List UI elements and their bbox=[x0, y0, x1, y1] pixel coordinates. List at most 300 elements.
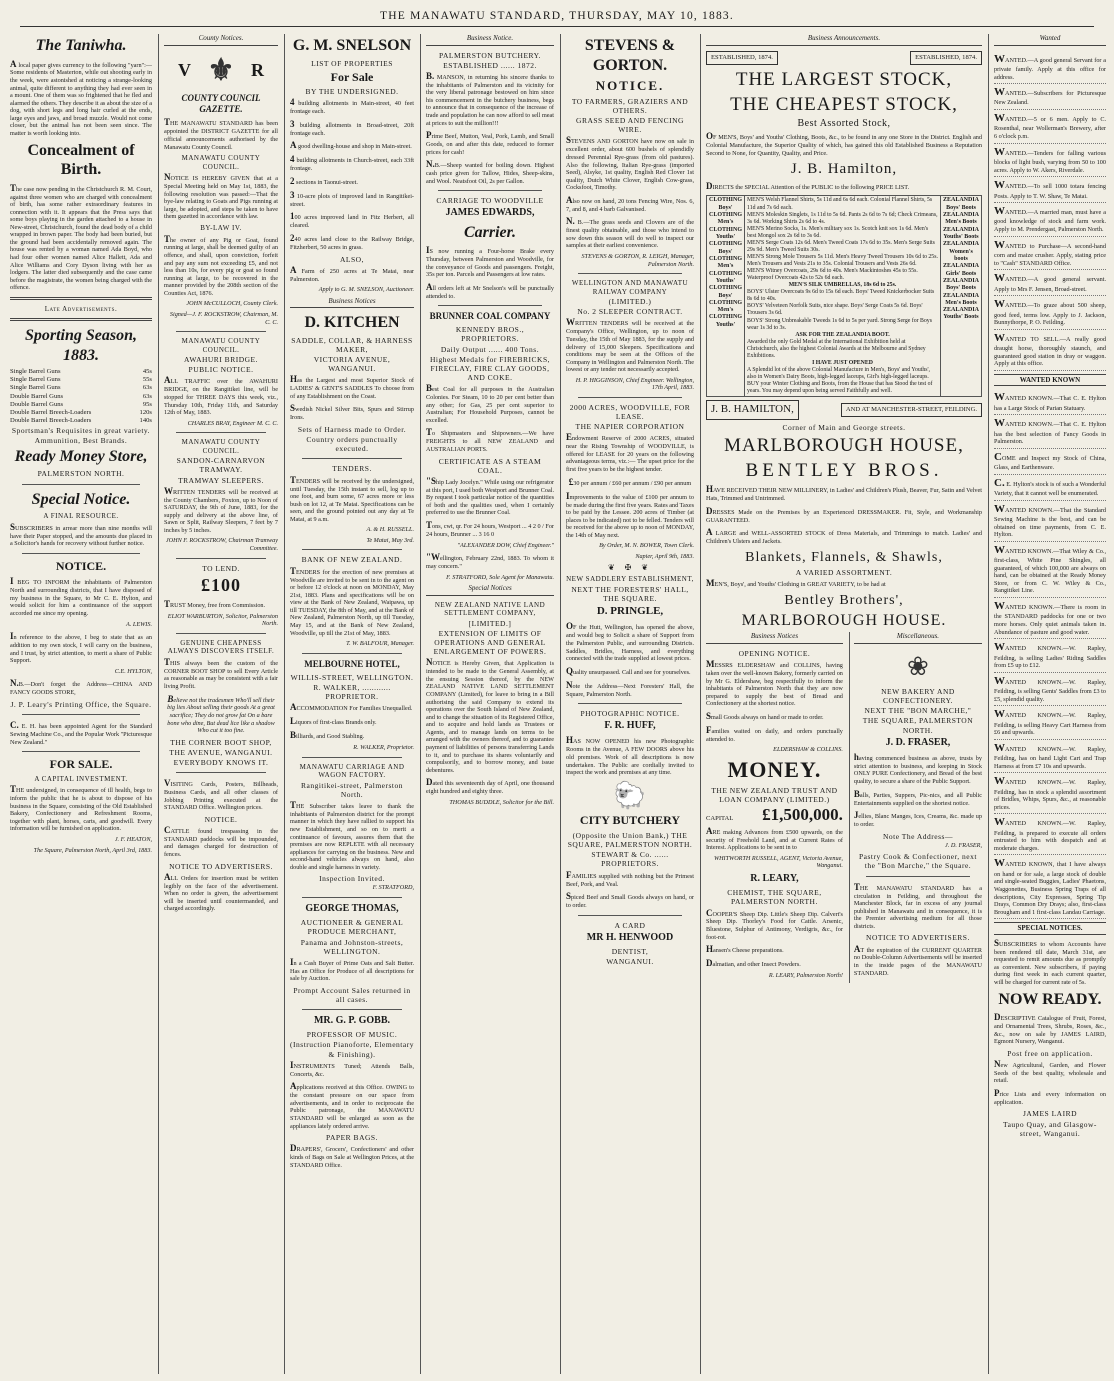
large-stock: A LARGE and WELL-ASSORTED STOCK of Dress Materials, and Trimmings to match. Ladies' and Children's Ulsters and Jackets. bbox=[706, 527, 982, 546]
divider bbox=[866, 876, 970, 877]
stratford-signature: F. STRATFORD, bbox=[372, 884, 414, 892]
divider bbox=[438, 305, 542, 306]
quality: Quality unsurpassed. Call and see for yourselves. bbox=[566, 665, 691, 676]
divider bbox=[176, 558, 266, 559]
by-undersigned: BY THE UNDERSIGNED. bbox=[305, 87, 399, 97]
bon-marche: NEXT THE "BON MARCHE," bbox=[864, 706, 972, 716]
country-orders: Country orders punctually executed. bbox=[306, 435, 398, 454]
shippers: To Shipmasters and Shipowners.—We have FREIGHTS to all NEW ZEALAND and AUSTRALIAN PORTS. bbox=[426, 427, 554, 453]
known-ad: WANTED KNOWN, that I have always on hand or for sale, a large stock of double and single-seated Buggies, Ladies' Phaetons, Waggonettes, Business Spring Traps of all descriptions, City Expresses, Spring Tip Drays, Common Dry Drays; also, first-class Brougham and 1 first-class Landau Carriage. bbox=[994, 855, 1106, 919]
capital-label: CAPITAL bbox=[706, 815, 734, 823]
trust-body: ARE making Advances from £500 upwards, on the security of Freehold Land, and at Current Rates of Interest. Applications to be sent in to bbox=[706, 825, 843, 852]
fraser-heading: J. D. FRASER, bbox=[885, 736, 951, 748]
property-item: 2 sections in Taonui-street. bbox=[290, 175, 358, 186]
napier-heading: THE NAPIER CORPORATION bbox=[575, 422, 685, 432]
paper-bags-heading: PAPER BAGS. bbox=[326, 1133, 378, 1143]
advertisers-heading: NOTICE TO ADVERTISERS. bbox=[866, 933, 970, 943]
bylaw-heading: BY-LAW IV. bbox=[200, 223, 242, 232]
divider bbox=[302, 458, 402, 459]
lower-split bbox=[706, 632, 982, 982]
hansen2: Dalmatian, and other Insect Powders. bbox=[706, 958, 801, 969]
special-notice-body: SUBSCRIBERS in arrear more than nine months will have their Paper stopped, and the amounts due placed in a Solicitor's hands for recovery without further notice. bbox=[10, 521, 152, 548]
guns-note: Sportsman's Requisites in great variety. bbox=[11, 425, 151, 435]
column-head: Business Announcements. bbox=[706, 34, 982, 46]
butchery-nb: N.B.—Sheep wanted for boiling down. Highest cash price given for Tallow, Hides, Sheep-skins, and Wool. Neatsfoot Oil, 2s per Gallon. bbox=[426, 159, 554, 185]
taniwha-body: A local paper gives currency to the following "yarn":—Some residents of Masterton, while out shooting early in the week, were astonished at noticing a strange-looking animal, quite different to anything they had ever seen in a mount. One of them was so frightened that he fled and alarmed the others. They describe it as about the size of a dog, with short legs and long hair curled at the ends, large eyes and jaws, and broad muzzle. Would not come closer, but the animal has not been seen since. The matter is worth looking into. bbox=[10, 58, 152, 137]
sandon-heading: MANAWATU COUNTY COUNCIL. bbox=[181, 438, 261, 455]
huff-heading: F. R. HUFF, bbox=[604, 720, 656, 732]
leary-signature: R. LEARY, Palmerston North! bbox=[768, 972, 843, 980]
known-ad: WANTED KNOWN.—W. Rapley, Feilding, is prepared to execute all orders entrusted to him with despatch and at moderate charges. bbox=[994, 814, 1106, 855]
bentley-body: HAVE RECEIVED THEIR NEW MILLINERY, in Ladies' and Children's Plush, Beaver, Fur, Satin and Velvet Hats, Trimmed and Untrimmed. bbox=[706, 484, 982, 503]
kitchen-items: Swedish Nickel Silver Bits, Spurs and Stirrup Irons. bbox=[290, 403, 414, 422]
eldershaw-signature: ELDERSHAW & COLLINS. bbox=[773, 746, 843, 754]
column-4 bbox=[422, 34, 558, 1374]
wanted-ad: WANTED TO SELL.—A really good draught horse, thoroughly staunch, and guaranteed good station in dray or waggon. Apply at this office. bbox=[994, 330, 1106, 371]
napier-date: Napier, April 9th, 1883. bbox=[635, 552, 694, 560]
wanganui: WANGANUI. bbox=[606, 957, 654, 967]
certificate-body: "Ship Lady Jocelyn." While using our refrigerator at this port, I used both Westport and Brunner Coal. By request I took particular notice of the quantities of both and the qualities used, when I certainly preferred to use the Brunner Coal. bbox=[426, 475, 554, 517]
napier-rents: £30 per annum / £60 per annum / £90 per annum bbox=[568, 476, 692, 487]
quantities: Tons, cwt, qr. For 24 hours, Westport ... 4 2 0 / For 24 hours, Brunner ... 3 16 0 bbox=[426, 520, 554, 538]
thomas-body: In a Cash Buyer of Prime Oats and Salt Butter. Has an Office for Produce of all descriptions for sale by Auction. bbox=[290, 956, 414, 983]
also: ALSO, bbox=[340, 254, 364, 264]
column-head: County Notices. bbox=[164, 34, 278, 46]
blankets-heading: Blankets, Flannels, & Shawls, bbox=[745, 549, 943, 565]
whitworth-signature: WHITWORTH RUSSELL, AGENT, Victoria Avenue, Wanganui. bbox=[713, 854, 843, 870]
stratford-agent: F. STRATFORD, Sole Agent for Manawatu. bbox=[446, 573, 554, 581]
wanted-ad: WANTED.—Subscribers for Picturesque New Zealand. bbox=[994, 84, 1106, 110]
late-ads-label: Late Advertisements. bbox=[44, 304, 118, 313]
henwood-heading: MR H. HENWOOD bbox=[586, 931, 674, 943]
divider bbox=[302, 1009, 402, 1010]
professor: PROFESSOR OF MUSIC. bbox=[306, 1030, 398, 1040]
known-ad: WANTED KNOWN.—That the Standard Sewing Machine is the best, and can be obtained on time payments, from C. E. Hylton. bbox=[994, 501, 1106, 542]
awahuri-body: ALL TRAFFIC over the AWAHURI BRIDGE, on the Rangitikei line, will be stopped for THREE DAYS this week, viz., Thursday 10th, Friday 11th, and Saturday 12th of May, 1883. bbox=[164, 375, 278, 417]
kitchen-heading: D. KITCHEN bbox=[304, 314, 400, 332]
wanted-ad: WANTED.—To graze about 500 sheep, good feed, terms low. Apply to J. Jackson, Bunnythorpe, P. O. Feilding. bbox=[994, 296, 1106, 330]
gun-row: Double Barrel Breech-Loaders 120s bbox=[10, 408, 152, 416]
council-body: NOTICE IS HEREBY GIVEN that at a Special Meeting held on May 1st, 1883, the following resolution was passed:—That the bye-law relating to Goats and Pigs running at large, be adopted, and steps be taken to have them gazetted in accordance with law. bbox=[164, 172, 278, 221]
bnz-signature: T. W. BALFOUR, Manager. bbox=[346, 640, 414, 648]
established-right: ESTABLISHED, 1874. bbox=[910, 51, 982, 65]
edwards-heading: JAMES EDWARDS, bbox=[445, 207, 535, 219]
property-item: 3 10-acre plots of improved land in Rangitikei-street. bbox=[290, 189, 414, 208]
tenders-body: TENDERS will be received by the undersigned, until Tuesday, the 15th instant to sell, log up to one foot, and burn some, 67 acres more or less bush on lot 12, at Te Matai. Specifications can be seen, and the ground pointed out any day at Te Matai, at 9 a.m. bbox=[290, 474, 414, 523]
spiced-beef: Spiced Beef and Small Goods always on hand, or to order. bbox=[566, 891, 694, 910]
acres-heading: 2000 ACRES, WOODVILLE, FOR LEASE. bbox=[569, 402, 691, 422]
column-rule bbox=[700, 34, 701, 1374]
gobb-heading: MR. G. P. GOBB. bbox=[313, 1015, 391, 1027]
carrier: Carrier. bbox=[463, 223, 516, 241]
certificate-heading: CERTIFICATE AS A STEAM COAL. bbox=[438, 456, 542, 475]
everybody-knows: EVERYBODY KNOWS IT. bbox=[173, 758, 269, 768]
foresters: NEXT THE FORESTERS' HALL, THE SQUARE. bbox=[571, 584, 689, 603]
wanted-ad: WANTED.—A married man, must have a good knowledge of stock and farm work. Apply to M. Prendergast, Palmerston North. bbox=[994, 203, 1106, 237]
largest-stock: THE LARGEST STOCK, bbox=[735, 68, 953, 90]
pringle-heading: D. PRINGLE, bbox=[596, 605, 664, 617]
column-rule bbox=[988, 34, 989, 1374]
pastry: Pastry Cook & Confectioner, next the "Bon Marche," the Square. bbox=[858, 852, 977, 871]
price-lists: Price Lists and every information on application. bbox=[994, 1087, 1106, 1106]
liquors: Liquors of first-class Brands only. bbox=[290, 716, 377, 727]
wellington-date: "Wellington, February 22nd, 1883. To whom it may concern." bbox=[426, 552, 554, 571]
nzland-body: NOTICE is Hereby Given, that Application is intended to be made to the General Assembly, at the ensuing Session thereof, by the NEW ZEALAND NATIVE LAND SETTLEMENT COMPANY (Limited), for leave to bring in a Bill authorising the said Company to extend its operations over the South Island of New Zealand, and to change the situation of its Registered Office, and to acquire and hold lands as Trustees or Agents, and to manage lands on terms to be arranged with the owners thereof, and to guarantee payment of liabilities of persons transferring Lands to it, and to purchase its shares voluntarily and compulsorily, and to borrow money, and issue debentures. bbox=[426, 657, 554, 774]
lend-heading: TO LEND. bbox=[202, 563, 240, 573]
city-butchery-heading: CITY BUTCHERY bbox=[579, 813, 681, 828]
dresses: DRESSES Made on the Premises by an Experienced DRESSMAKER. Fit, Style, and Workmanship GUARANTEED. bbox=[706, 505, 982, 524]
woodville-heading: CARRIAGE TO WOODVILLE bbox=[436, 196, 544, 206]
farm: A Farm of 250 acres at Te Matai, near Palmerston. bbox=[290, 264, 414, 283]
hamilton-banner-left: J. B. HAMILTON, bbox=[706, 400, 799, 419]
photo-heading: PHOTOGRAPHIC NOTICE. bbox=[580, 709, 680, 719]
gazette-title: COUNTY COUNCIL GAZETTE. bbox=[181, 92, 261, 114]
ready-money-heading: Ready Money Store, bbox=[14, 447, 148, 465]
stevens-nb: N. B.—The grass seeds and Clovers are of the finest quality obtainable, and those who intend to sow down this season will do well to inspect our samples at their earliest convenience. bbox=[566, 216, 694, 250]
sandon-signature: JOHN F. ROCKSTROW, Chairman Tramway Committee. bbox=[165, 537, 278, 553]
marlborough-heading: MARLBOROUGH HOUSE, bbox=[724, 434, 964, 456]
gazette-r: R bbox=[251, 59, 264, 80]
established: ESTABLISHED ...... 1872. bbox=[443, 60, 537, 70]
leary-sub: CHEMIST, THE SQUARE, PALMERSTON NORTH. bbox=[727, 888, 822, 907]
harness: Sets of Harness made to Order. bbox=[297, 425, 407, 435]
laird-address: Taupo Quay, and Glasgow-street, Wanganui. bbox=[1003, 1119, 1097, 1138]
known-ad: WANTED KNOWN.—That C. E. Hylton has the best selection of Fancy Goods in Palmerston. bbox=[994, 415, 1106, 449]
corner-shop-address: THE AVENUE, WANGANUI. bbox=[169, 747, 273, 757]
masthead-title: THE MANAWATU STANDARD, THURSDAY, MAY 10, 1883. bbox=[380, 10, 734, 22]
divider bbox=[438, 190, 542, 191]
cattle-notice: CATTLE found trespassing in the STANDARD paddocks will be impounded, and damages charged for destruction of fences. bbox=[164, 824, 278, 859]
special-notices-heading: SPECIAL NOTICES. bbox=[994, 922, 1106, 935]
for-sale-address: The Square, Palmerston North, April 3rd, 1883. bbox=[33, 846, 152, 854]
bower-signature: By Order, M. N. BOWER, Town Clerk. bbox=[599, 542, 694, 550]
notice2-heading: NOTICE. bbox=[204, 814, 238, 824]
known-ad: WANTED KNOWN.—W. Rapley, Feilding, is selling Ladies' Riding Saddles from £5 up to £12. bbox=[994, 639, 1106, 673]
price-item: MEN'S Welsh Flannel Shirts, 5s 11d and 6s 6d each. Colonial Flannel Shirts, 5s 11d and 7s 6d each. bbox=[747, 197, 933, 211]
price-item: I HAVE JUST OPENED bbox=[812, 359, 873, 366]
nzland-date: Dated this seventeenth day of April, one thousand eight hundred and eighty three. bbox=[426, 777, 554, 796]
established-left: ESTABLISHED, 1874. bbox=[706, 51, 778, 65]
sleepers-heading: TRAMWAY SLEEPERS. bbox=[178, 475, 264, 485]
nzland-limited: [LIMITED.] bbox=[468, 618, 512, 628]
concealment-heading: Concealment of Birth. bbox=[27, 141, 135, 179]
wanted-ad: WANTED.—Tenders for falling various blocks of light bush, varying from 50 to 100 acres. Apply to W. Akers, Riverdale. bbox=[994, 144, 1106, 178]
divider bbox=[302, 897, 402, 898]
thomas-sub: AUCTIONEER & GENERAL PRODUCE MERCHANT, bbox=[300, 918, 404, 937]
for-sale: For Sale bbox=[330, 69, 374, 84]
standard-circulation: THE MANAWATU STANDARD has a circulation in Feilding, and throughout the Manchester Block, far in excess of any journal published in Manawatu and in consequence, it is the Premier advertising medium for all those districts. bbox=[853, 881, 982, 930]
nzland-heading: NEW ZEALAND NATIVE LAND SETTLEMENT COMPANY, bbox=[434, 600, 546, 618]
property-item: 100 acres improved land in Fitz Herbert, all cleared. bbox=[290, 211, 414, 230]
tenders-signature: A. & H. RUSSELL. bbox=[366, 526, 414, 534]
list-heading: LIST OF PROPERTIES bbox=[311, 58, 393, 68]
sandon-sub: SANDON-CARNARVON TRAMWAY. bbox=[176, 456, 266, 475]
visiting-cards: VISITING Cards, Posters, Billheads, Business Cards, and all other classes of Jobbing Printing executed at the STANDARD Office. Wellington prices. bbox=[164, 778, 278, 812]
awahuri-notice: PUBLIC NOTICE. bbox=[188, 365, 254, 375]
cheapness-heading: GENUINE CHEAPNESS ALWAYS DISCOVERS ITSELF. bbox=[167, 638, 275, 656]
snelson-apply: Apply to G. M. SNELSON, Auctioneer. bbox=[318, 286, 414, 294]
column-head: Business Notice. bbox=[426, 34, 554, 46]
kitchen-sub: SADDLE, COLLAR, & HARNESS MAKER, bbox=[291, 335, 413, 354]
dow-signature: "ALEXANDER DOW, Chief Engineer." bbox=[457, 541, 554, 549]
price-item: A Splendid lot of the above Colonial Manufacture in Men's, Boys' and Youths', also in Women's Dairy Boots, high-legged laceups, Girl's high-legged laceups. bbox=[747, 366, 930, 381]
leary-heading: R. LEARY, bbox=[750, 873, 799, 885]
price-item: BUY your Winter Clothing and Boots, from the House that has Stood the test of years. You may depend upon being served Faithfully and well. bbox=[747, 381, 933, 395]
property-item: 240 acres land close to the Railway Bridge, Fitzherbert, 50 acres in grass. bbox=[290, 233, 414, 251]
fraser-signature: J. D. FRASER, bbox=[945, 841, 982, 849]
awahuri-sub: AWAHURI BRIDGE. bbox=[184, 355, 258, 365]
notice-signature: A. LEWIS. bbox=[126, 620, 152, 628]
misc-label: Miscellaneous. bbox=[854, 632, 982, 644]
property-item: 4 building allotments in Church-street, each 33ft frontage. bbox=[290, 154, 414, 173]
gun-row: Double Barrel Guns 63s bbox=[10, 392, 152, 400]
bentley-heading: BENTLEY BROS. bbox=[745, 459, 943, 481]
notice-sub: TO FARMERS, GRAZIERS AND OTHERS. bbox=[571, 96, 689, 116]
accommodation: ACCOMMODATION For Families Unequalled. bbox=[290, 702, 413, 713]
divider bbox=[10, 297, 152, 300]
railway-heading: WELLINGTON AND MANAWATU RAILWAY COMPANY bbox=[571, 279, 689, 296]
divider bbox=[302, 757, 402, 758]
special-notices-label: Special Notices bbox=[426, 584, 554, 596]
brunner-output: Daily Output ...... 400 Tons. bbox=[440, 344, 540, 354]
masthead bbox=[0, 0, 1114, 30]
council-heading: MANAWATU COUNTY COUNCIL. bbox=[181, 154, 261, 171]
brunner-heading: BRUNNER COAL COMPANY bbox=[429, 311, 551, 322]
stock-body: OF MEN'S, Boys' and Youths' Clothing, Boots, &c., to be found in any one Store in the District. English and Colonial Manufacture, the Superior Quality of which, has gained this old Established Business a Reputation Second to None, for Quantity, Quality, and Price. bbox=[706, 131, 982, 157]
lend-body: TRUST Money, free from Commission. bbox=[164, 598, 266, 609]
edwards-orders: All orders left at Mr Snelson's will be punctually attended to. bbox=[426, 281, 554, 300]
divider bbox=[22, 553, 140, 554]
taniwha-heading: The Taniwha. bbox=[35, 37, 127, 54]
property-item: A good dwelling-house and shop in Main-street. bbox=[290, 140, 412, 151]
varied-assortment: A VARIED ASSORTMENT. bbox=[795, 567, 893, 577]
railway-limited: (LIMITED.) bbox=[608, 297, 652, 307]
known-ad: WANTED KNOWN.—That Wiley & Co., first-class, White Pine Shingles, all guaranteed, of which 100,000 are always on hand, can be obtained at the Ready Money Store, or from C. W. Wiley & Co., Rangitikei Line. bbox=[994, 542, 1106, 598]
eldershaw-body: MESSRS ELDERSHAW and COLLINS, having taken over the well-known Bakery, formerly carried on by Mr G. Eldershaw, beg respectfully to inform the inhabitants of Palmerston North that they are now prepared to supply the best of Bread and Confectionery at the shortest notice. bbox=[706, 659, 843, 708]
corner-streets: Corner of Main and George streets. bbox=[782, 422, 906, 432]
cooper-dips: COOPER'S Sheep Dip. Little's Sheep Dip. Calvert's Sheep Dip. Thorley's Food for Cattle. Arsenic, Bluestone, Sulphur of Antimony, Verdigris, &c., for foot-rot. bbox=[706, 907, 843, 941]
gun-row: Double Barrel Guns 95s bbox=[10, 400, 152, 408]
square-address: THE SQUARE, PALMERSTON NORTH. bbox=[862, 716, 974, 735]
reference-body: In reference to the above, I beg to state that as an addition to my own stock, I will carry on the business, and I trust, by strict attention, to merit a share of Public Support. bbox=[10, 631, 152, 665]
cheapest-stock: THE CHEAPEST STOCK, bbox=[730, 93, 958, 115]
saddle-icon: ❦ ✠ ❦ bbox=[607, 563, 653, 573]
agent-notice: C. E. H. has been appointed Agent for the Standard Sewing Machine Co., and the Popular Work "Picturesque New Zealand." bbox=[10, 720, 152, 746]
price-item: MEN'S Merino Socks, 1s. Men's military sox 1s. Scotch knit sox 1s 6d. Men's best Mongol sox 2s 6d to 3s 6d. bbox=[747, 225, 929, 239]
price-item: MEN'S Strong Mole Trousers 5s 11d. Men's Heavy Tweed Trousers 10s 6d to 25s. Men's Trousers and Vests 21s to 35s. Colonial Trousers and Vests 26s 6d. bbox=[747, 253, 938, 268]
notice-body: I BEG TO INFORM the inhabitants of Palmerston North and surrounding districts, that I have disposed of my business in the Square, to Mr C. E. Hylton, and would solicit for him a continuance of the support accorded me since my opening. bbox=[10, 576, 152, 617]
prompt-sales: Prompt Account Sales returned in all cases. bbox=[293, 985, 411, 1005]
lend-signature: ELIOT WARBURTON, Solicitor, Palmerston North. bbox=[167, 612, 278, 628]
divider bbox=[176, 331, 266, 332]
walker-signature: R. WALKER, Proprietor. bbox=[353, 743, 414, 751]
gun-price-list bbox=[10, 368, 152, 424]
business-notices-label: Business Notices bbox=[290, 297, 414, 309]
sleeper-contract: No. 2 SLEEPER CONTRACT. bbox=[577, 307, 683, 317]
pringle-body: OF the Hutt, Wellington, has opened the above, and would beg to Solicit a share of Support from the Palmerston Public, and surrounding Districts. Saddles, Bridles, Harness, and everything connected with the trade supplied at lowest prices. bbox=[566, 621, 694, 663]
mens-clothing: MEN'S, Boys', and Youths' Clothing in GREAT VARIETY, to be had at bbox=[706, 577, 886, 588]
carriage-heading: MANAWATU CARRIAGE AND WAGON FACTORY. bbox=[299, 762, 405, 780]
special-body: SUBSCRIBERS to whom Accounts have been rendered till date, March 31st, are requested to remit amounts due as promptly as convenient. New subscribers, if paying during first week in each current quarter, will be charged for current rate of 5s. bbox=[994, 937, 1106, 986]
instruments: INSTRUMENTS Tuned; Attends Balls, Concerts, &c. bbox=[290, 1059, 414, 1078]
established-banner bbox=[706, 51, 982, 65]
bakery-heading: NEW BAKERY AND CONFECTIONERY. bbox=[881, 687, 955, 706]
known-ad: C. E. Hylton's stock is of such a Wonderful Variety, that it cannot well be enumerated. bbox=[994, 475, 1106, 501]
price-item: Awarded the only Gold Medal at the International Exhibition held at Christchurch, also the highest Colonial Awards at the Melbourne and Sydney Exhibitions. bbox=[747, 338, 926, 359]
column-7 bbox=[990, 34, 1110, 1374]
known-ad: WANTED KNOWN.—W. Rapley, Feilding, is selling Gents' Saddles from £3 to £5, splendid quality. bbox=[994, 673, 1106, 707]
notice-heading: NOTICE. bbox=[595, 78, 665, 94]
now-ready-body: DESCRIPTIVE Catalogue of Fruit, Forest, and Ornamental Trees, Shrubs, Roses, &c., &c., now on sale by JAMES LAIRD, Egmont Nursery, Wanganui. bbox=[994, 1012, 1106, 1046]
known-ad: WANTED KNOWN.—W. Rapley, Feilding, is selling Heavy Cart Harness from £6 and upwards. bbox=[994, 706, 1106, 740]
thomas-address: Panama and Johnston-streets, WELLINGTON. bbox=[300, 937, 404, 956]
column-rule bbox=[158, 34, 159, 1374]
special-notice-sub: A FINAL RESOURCE. bbox=[43, 512, 119, 521]
awahuri-signature: CHARLES BRAY, Engineer M. C. C. bbox=[187, 419, 278, 427]
carriage-address: Rangitikei-street, Palmerston North. bbox=[301, 780, 403, 799]
families: FAMILIES supplied with nothing but the Primest Beef, Pork, and Veal. bbox=[566, 869, 694, 888]
divider bbox=[10, 318, 152, 321]
wanted-ad: WANTED.—A good general servant. Apply to Mrs F. Jensen, Broad-street. bbox=[994, 270, 1106, 296]
masthead-rule bbox=[20, 26, 1094, 27]
price-item: BOYS' Velveteen Norfolk Suits, nice shape. Boys' Serge Coats 5s 6d. Boys' Trousers 3s 6d. bbox=[747, 303, 923, 317]
napier-body: Endowment Reserve of 2000 ACRES, situated near the Rising Township of WOODVILLE, is offered for LEASE for 20 years on the following advantageous terms, viz.:— The upset price for the first five years to be the highest tender. bbox=[566, 432, 694, 473]
stewart: STEWART & Co. ...... PROPRIETORS. bbox=[591, 850, 669, 869]
gazette-crest bbox=[164, 51, 278, 91]
property-item: 3 building allotments in Broad-street, 20ft frontage each. bbox=[290, 118, 414, 137]
napier-more: Improvements to the value of £100 per annum to be made during the first five years. Rates and Taxes to be paid by the Lessee. 200 acres of Timber (at places to be indicated) not to be felled. Tenders will be received for the above up to noon of MONDAY, the 14th of May next. bbox=[566, 490, 694, 539]
corner-shop-heading: THE CORNER BOOT SHOP, bbox=[170, 737, 272, 747]
melbourne-address: WILLIS-STREET, WELLINGTON. bbox=[290, 672, 414, 682]
sheep-icon: 🐑 bbox=[613, 780, 647, 810]
post-free: Post free on application. bbox=[1007, 1048, 1093, 1058]
laird-heading: JAMES LAIRD bbox=[1022, 1109, 1078, 1119]
fencing-wire: Also now on hand, 20 tons Fencing Wire, Nos. 6, 7, and 8, and 4 barb Galvanised. bbox=[566, 194, 694, 213]
balls: Balls, Parties, Suppers, Pic-nics, and all Public Entertainments supplied on the shortest notice. bbox=[853, 788, 982, 807]
divider bbox=[176, 772, 266, 773]
sandon-body: WRITTEN TENDERS will be received at the County Chambers, Foxton, up to Noon of SATURDAY, the 9th of June, 1883, for the supply and delivery at the above line, of Sawn or Split, Railway Sleepers, 7 feet by 7 inches by 5 inches. bbox=[164, 485, 278, 534]
brunner-medals: Highest Medals for FIREBRICKS, FIRECLAY, FIRE CLAY GOODS, AND COKE. bbox=[430, 354, 550, 383]
marlborough-house: MARLBOROUGH HOUSE. bbox=[741, 611, 947, 629]
snelson-heading: G. M. SNELSON bbox=[292, 37, 412, 54]
railway-signature: H. P. HIGGINSON, Chief Engineer. Wellington, 17th April, 1883. bbox=[575, 376, 694, 392]
column-1 bbox=[6, 34, 156, 1374]
wanted-ad: WANTED.—To sell 1000 totara fencing Posts. Apply to T. W. Shaw, Te Matai. bbox=[994, 177, 1106, 203]
property-item: 4 building allotments in Main-street, 40 feet frontage each. bbox=[290, 97, 414, 116]
bylaw-signed: Signed—J. F. ROCKSTROW, Chairman, M. C. C. bbox=[169, 310, 278, 326]
railway-body: WRITTEN TENDERS will be received at the Company's Office, Wellington, up to noon of Tuesday, the 15th of May 1883, for the supply and delivery of 15,000 Sleepers. Specifications and conditions may be seen at the Offices of the Company in Wellington and Palmerston North. The lowest or any tender not necessarily accepted. bbox=[566, 317, 694, 374]
divider bbox=[176, 432, 266, 433]
column-2 bbox=[160, 34, 282, 1374]
known-ad: WANTED KNOWN.—W. Rapley, Feilding, has on hand Light Cart and Trap Harness at from £7 10s and upwards. bbox=[994, 740, 1106, 774]
price-item: MEN'S SILK UMBRELLAS, 18s 6d to 25s. bbox=[788, 282, 897, 289]
gun-row: Single Barrel Guns 45s bbox=[10, 368, 152, 376]
divider bbox=[578, 915, 682, 916]
gazette-v: V bbox=[178, 59, 191, 80]
price-item: ASK FOR THE ZEALANDIA BOOT. bbox=[795, 331, 890, 338]
known-ad: WANTED KNOWN.—There is room in the STANDARD paddocks for one or two more horses. Only quiet animals taken in. Abundance of pasture and good water. bbox=[994, 598, 1106, 639]
notice-heading: NOTICE. bbox=[55, 558, 107, 573]
for-sale-signature: J. F. HEATON, bbox=[114, 836, 152, 844]
column-3 bbox=[286, 34, 418, 1374]
price-list-right-labels: ZEALANDIA Boys' Boots ZEALANDIA Men's Boots ZEALANDIA Youths' Boots ZEALANDIA Women's boots ZEALANDIA Girls' Boots ZEALANDIA Boys' Boots ZEALANDIA Men's Boots ZEALANDIA Youths' Boots bbox=[940, 196, 981, 397]
price-list-left-labels: CLOTHING Boys' CLOTHING Men's CLOTHING Youths' CLOTHING Boys' CLOTHING Men's CLOTHING Youths' CLOTHING Boys' CLOTHING Men's CLOTHING Youths' bbox=[707, 196, 745, 397]
applications: Applications received at this Office. OWING to the constant pressure on our space from advertisements, and in order to reciprocate the Public patronage, the MANAWATU STANDARD will be enlarged as soon as the appliances lately ordered arrive. bbox=[290, 1081, 414, 1130]
edwards-body: IS now running a Four-horse Brake every Thursday, between Palmerston and Woodville, for the conveyance of Goods and passengers. Freight, 35s per ton. Parcels and Passengers at low rates. bbox=[426, 245, 554, 279]
divider bbox=[302, 549, 402, 550]
bnz-heading: BANK OF NEW ZEALAND. bbox=[301, 555, 403, 565]
lower-left bbox=[706, 632, 843, 982]
lend-amount: £100 bbox=[201, 574, 241, 595]
capital-amount: £1,500,000. bbox=[762, 805, 843, 825]
walker: R. WALKER, ............ PROPRIETOR. bbox=[313, 682, 391, 701]
printing-office: J. P. Leary's Printing Office, the Square. bbox=[10, 699, 152, 709]
for-sale-heading: FOR SALE. bbox=[49, 757, 113, 772]
hamilton-banner bbox=[706, 400, 982, 419]
billiards: Billiards, and Good Stabling. bbox=[290, 729, 365, 740]
hansen: Hansen's Cheese preparations. bbox=[706, 944, 784, 955]
wanted-ad: WANTED to Purchase—A second-hand corn and maize crusher. Apply, stating price to "Cash" STANDARD Office. bbox=[994, 237, 1106, 271]
tenders-heading: TENDERS. bbox=[332, 464, 372, 474]
column-6 bbox=[702, 34, 986, 1374]
tenders-date: Te Matai, May 3rd. bbox=[366, 536, 414, 544]
business-notices-label: Business Notices bbox=[706, 632, 843, 644]
ammunition-note: Ammunition, Best Brands. bbox=[34, 435, 128, 445]
jellies: Jellies, Blanc Manges, Ices, Creams, &c. made up to order. bbox=[853, 810, 982, 829]
drapers: DRAPERS', Grocers', Confectioners' and other kinds of Bags on Sale at Wellington Prices, at the STANDARD Office. bbox=[290, 1143, 414, 1169]
wanted-known-heading: WANTED KNOWN bbox=[994, 374, 1106, 387]
cheapness-body: THIS always been the custom of the CORNER BOOT SHOP to sell Every Article as reasonable as may be consistent with a fair living Profit. bbox=[164, 656, 278, 690]
price-list-items bbox=[745, 196, 941, 397]
brunner-body: Best Coal for all purposes in the Australian Colonies. For Steam, 10 to 20 per cent better than any other; for Gas, 25 per cent superior to Australian; For Household Purposes, cannot be excelled. bbox=[426, 383, 554, 424]
note-address: Note The Address— bbox=[882, 831, 953, 841]
hamilton-banner-right: AND AT MANCHESTER-STREET, FEILDING. bbox=[841, 403, 982, 417]
price-item: MEN'S Serge Coats 12s 6d. Men's Tweed Coats 17s 6d to 35s. Men's Serge Suits 29s 9d. Men's Tweed Suits 30s. bbox=[747, 239, 935, 253]
wanted-ad: WANTED.—A good general Servant for a private family. Apply at this office for address. bbox=[994, 51, 1106, 85]
nb-address: N.B.—Don't forget the Address—CHINA AND FANCY GOODS STORE, bbox=[10, 678, 152, 697]
kitchen-body: Has the Largest and most Superior Stock of LADIES' & GENT'S SADDLES To choose from of any Establishment on the Coast. bbox=[290, 374, 414, 400]
advertisers-heading: NOTICE TO ADVERTISERS. bbox=[169, 861, 273, 871]
butchery-heading: PALMERSTON BUTCHERY. bbox=[439, 50, 541, 60]
known-ad: WANTED KNOWN.—That C. E. Hylton has a Large Stock of Parian Statuary. bbox=[994, 389, 1106, 415]
stevens-body: STEVENS AND GORTON have now on sale in excellent order, about 600 bushels of splendidly dressed Perennial Rye-grass (from old pastures). Also the following, Italian Rye-grass (imported Seed), Alsyke, 1st quality, English Red Clover 1st quality, Dutch White Clover, English Cow-grass, Cocksfoot, Timothy. bbox=[566, 135, 694, 192]
grass-seed: GRASS SEED AND FENCING WIRE. bbox=[576, 116, 684, 135]
carriage-body: THE Subscriber takes leave to thank the inhabitants of Palmerston district for the prompt manner in which they have rallied to support his new Establishment, and so on to merit a continuance of favours, assures them that the premises are now REPLETE with all necessary appliances for carrying on the business. New and second-hand vehicles always on hand, also double and single harness in variety. bbox=[290, 799, 414, 871]
sporting-heading: Sporting Season, 1883. bbox=[24, 327, 138, 364]
wanted-ad: WANTED.—5 or 6 men. Apply to C. Rosenthal, near Wollerman's Brewery, after 6 o'clock p.m. bbox=[994, 110, 1106, 144]
prime-meat: Prime Beef, Mutton, Veal, Pork, Lamb, and Small Goods, on and after this date, reduced to former prices for cash! bbox=[426, 130, 554, 156]
awahuri-heading: MANAWATU COUNTY COUNCIL. bbox=[181, 337, 261, 354]
instruction: (Instruction Pianoforte, Elementary & Finishing). bbox=[290, 1040, 414, 1059]
money-heading: MONEY. bbox=[727, 756, 822, 782]
price-item: BOYS' Strong Unbreakable Tweeds 1s 6d to 5s per yard. Strong Serge for Boys wear 1s 3d to 3s. bbox=[747, 317, 932, 331]
gun-row: Single Barrel Guns 55s bbox=[10, 376, 152, 384]
stevens-signature: STEVENS & GORTON, R. LEIGH, Manager, Palmerston North. bbox=[581, 252, 694, 268]
bentley-brothers: Bentley Brothers', bbox=[784, 592, 904, 608]
thomas-heading: GEORGE THOMAS, bbox=[305, 903, 399, 915]
divider bbox=[578, 273, 682, 274]
pringle-address: Note the Address—Next Foresters' Hall, the Square, Palmerston North. bbox=[566, 679, 694, 698]
saddlery-heading: NEW SADDLERY ESTABLISHMENT, bbox=[566, 575, 694, 584]
known-ad: COME and Inspect my Stock of China, Glass, and Earthenware. bbox=[994, 449, 1106, 475]
divider bbox=[22, 714, 140, 715]
capital-row bbox=[706, 805, 843, 826]
divider bbox=[578, 703, 682, 704]
divider bbox=[302, 653, 402, 654]
price-item: MEN'S Moleskin Singlets, 1s 11d to 5s 6d. Pants 2s 6d to 7s 6d; Check Crimeans, 3s 6d. Working Shirts 2s 6d to 4s. bbox=[747, 211, 938, 225]
royal-crest-icon: ⚜ bbox=[207, 53, 235, 87]
gun-row: Double Barrel Breech-Loaders 140s bbox=[10, 416, 152, 424]
